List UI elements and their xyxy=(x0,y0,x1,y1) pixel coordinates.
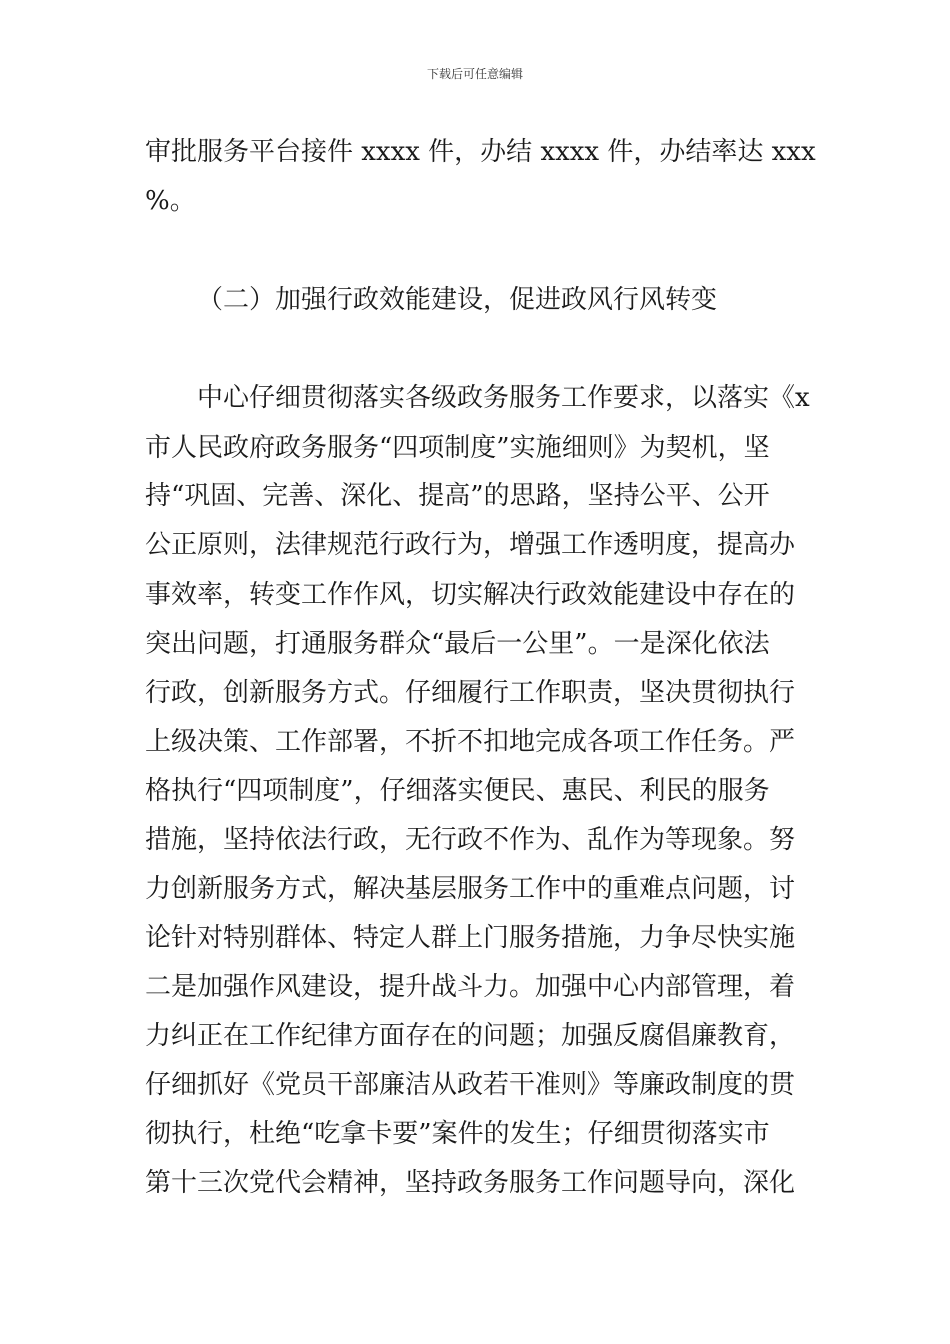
text-line: 审批服务平台接件 xxxx 件，办结 xxxx 件，办结率达 xxx xyxy=(145,137,816,167)
section-heading-text: （二）加强行政效能建设，促进政风行风转变 xyxy=(197,285,718,315)
text-line: 论针对特别群体、特定人群上门服务措施，力争尽快实施 xyxy=(145,923,796,953)
text-line: 持“巩固、完善、深化、提高”的思路，坚持公平、公开 xyxy=(145,481,770,511)
text-line: 力纠正在工作纪律方面存在的问题；加强反腐倡廉教育， xyxy=(145,1021,796,1051)
text-line: 事效率，转变工作作风，切实解决行政效能建设中存在的 xyxy=(145,580,796,610)
page-header: 下载后可任意编辑 xyxy=(426,67,523,81)
text-line: 市人民政府政务服务“四项制度”实施细则》为契机，坚 xyxy=(145,433,770,463)
text-line: 二是加强作风建设，提升战斗力。加强中心内部管理，着 xyxy=(145,972,796,1002)
text-line: 格执行“四项制度”，仔细落实便民、惠民、利民的服务 xyxy=(145,776,770,806)
text-line: 突出问题，打通服务群众“最后一公里”。一是深化依法 xyxy=(145,629,770,659)
text-line: 行政，创新服务方式。仔细履行工作职责，坚决贯彻执行 xyxy=(145,678,796,708)
text-line: 公正原则，法律规范行政行为，增强工作透明度，提高办 xyxy=(145,530,796,560)
text-line: 力创新服务方式，解决基层服务工作中的重难点问题，讨 xyxy=(145,874,796,904)
text-line: 第十三次党代会精神，坚持政务服务工作问题导向，深化 xyxy=(145,1168,796,1198)
text-line: 中心仔细贯彻落实各级政务服务工作要求，以落实《x xyxy=(197,383,810,413)
text-line: %。 xyxy=(145,186,196,216)
text-line: 上级决策、工作部署，不折不扣地完成各项工作任务。严 xyxy=(145,727,796,757)
text-line: 彻执行，杜绝“吃拿卡要”案件的发生；仔细贯彻落实市 xyxy=(145,1119,770,1149)
text-line: 仔细抓好《党员干部廉洁从政若干准则》等廉政制度的贯 xyxy=(145,1070,796,1100)
text-line: 措施，坚持依法行政，无行政不作为、乱作为等现象。努 xyxy=(145,825,796,855)
